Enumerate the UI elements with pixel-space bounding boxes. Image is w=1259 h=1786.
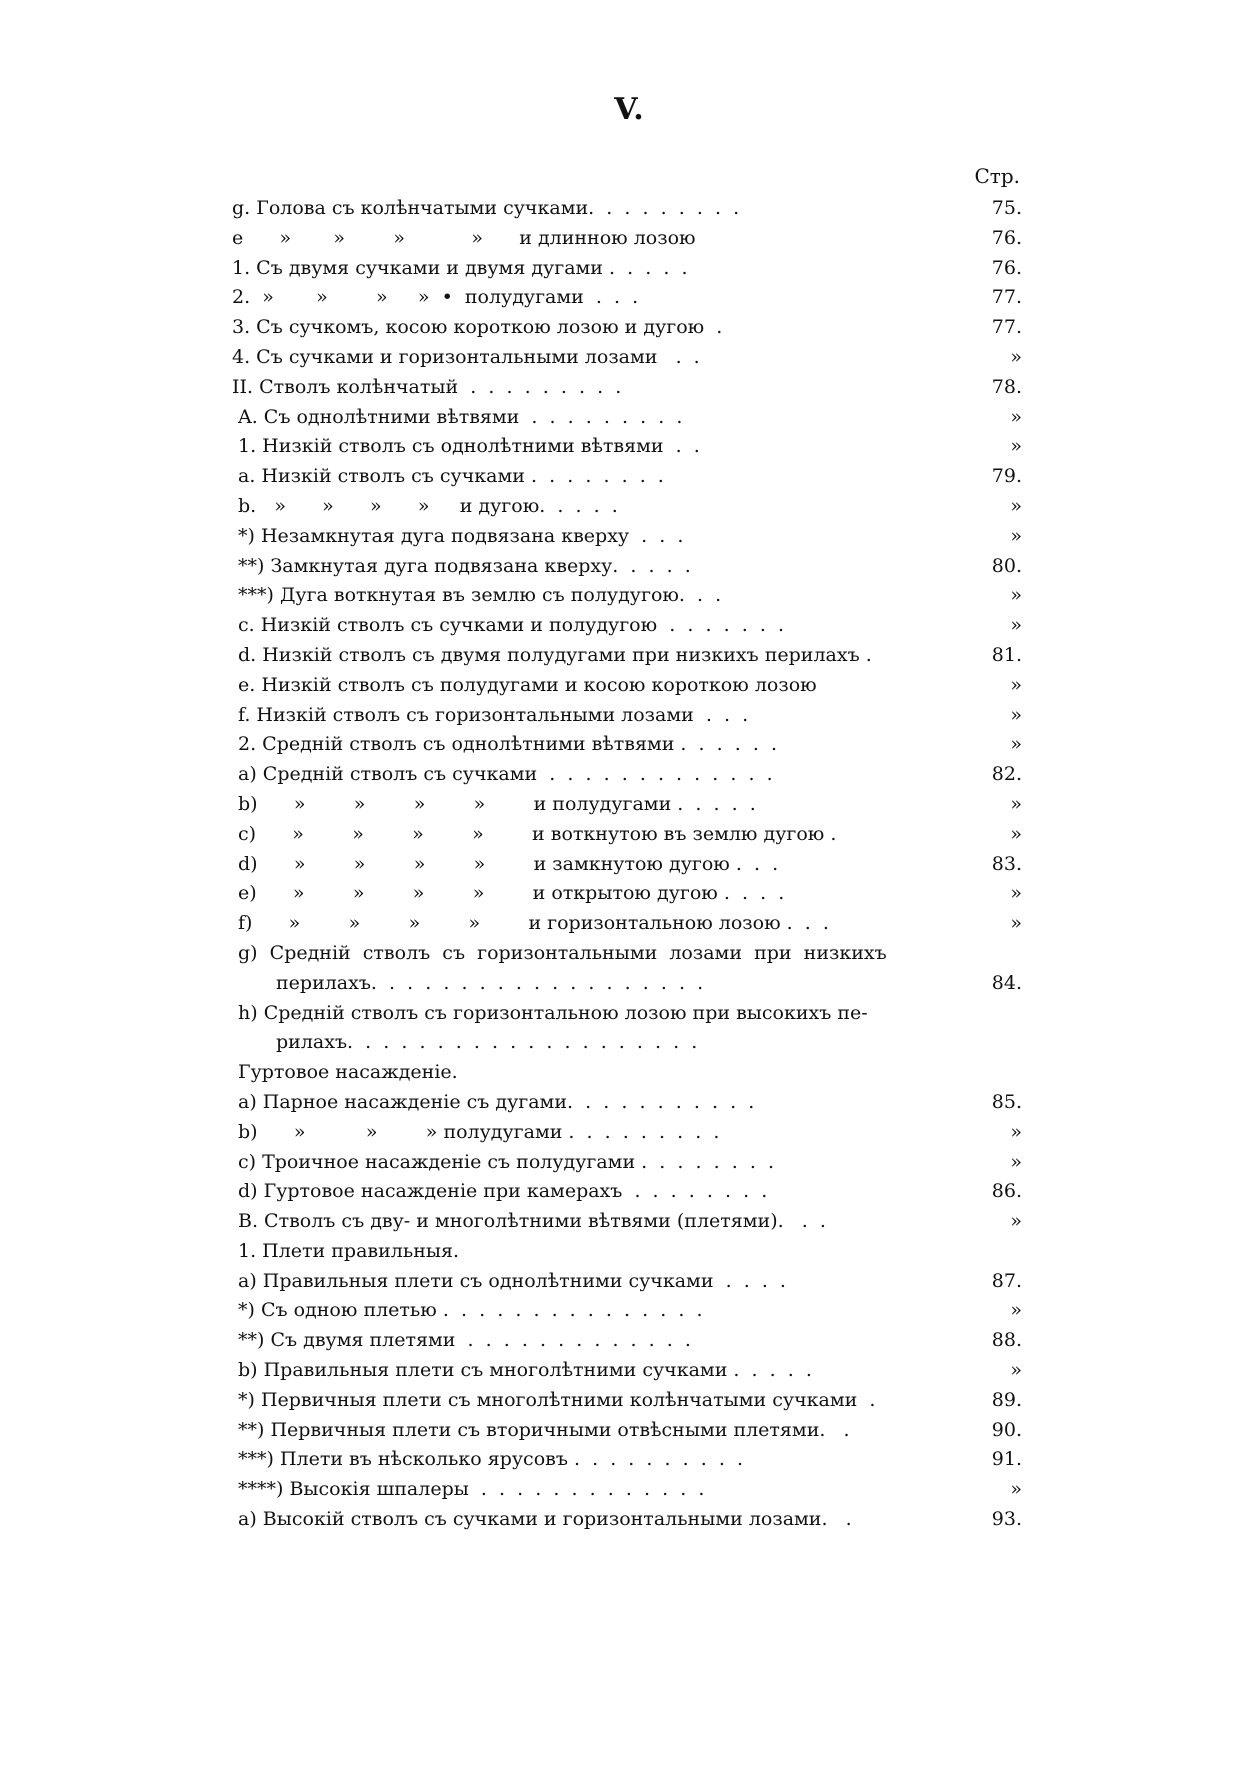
toc-entry-page: 79. [991,465,1022,488]
toc-entry [232,701,1022,731]
toc-entry-page: » [1010,1359,1022,1382]
toc-entry-title: 1. Плети правильныя. [238,1239,460,1262]
toc-entry [232,403,1022,433]
toc-entry-page: » [1010,405,1022,428]
toc-entry-title: f) » » » » и горизонтальною лозою . . . [238,912,829,935]
toc-entry [232,879,1022,909]
toc-entry [232,939,1022,969]
toc-entry-title: e » » » » и длинною лозою [232,226,696,249]
toc-entry-title: *) Незамкнутая дуга подвязана кверху . . . [238,524,684,547]
toc-entry-page: 77. [991,316,1022,339]
toc-entry [232,1177,1022,1207]
toc-entry [232,552,1022,582]
toc-entry [232,790,1022,820]
toc-entry-page: » [1010,1150,1022,1173]
toc-entry-title: g. Голова съ колѣнчатыми сучками. . . . . . . . . [232,197,740,219]
toc-entry-title: 2. Средній стволъ съ однолѣтними вѣтвями . . . . . . [238,733,778,756]
table-of-contents [232,194,1022,1535]
toc-entry-page: » [1010,345,1022,368]
toc-entry [232,194,1022,224]
toc-entry-page: 86. [991,1180,1022,1203]
toc-entry-title: a) Правильныя плети съ однолѣтними сучками . . . . [238,1269,786,1292]
toc-entry [232,850,1022,880]
toc-entry-page: 91. [991,1448,1022,1471]
toc-entry-title: A. Съ однолѣтними вѣтвями . . . . . . . . . [238,405,683,428]
toc-entry [232,1386,1022,1416]
toc-entry-page: 82. [991,763,1022,786]
toc-entry-title: f. Низкій стволъ съ горизонтальными лозами . . . [238,703,749,726]
toc-entry-title: 2. » » » » • полудугами . . . [232,286,639,309]
toc-entry-title: ***) Дуга воткнутая въ землю съ полудугою. . . [238,584,722,607]
toc-entry [232,641,1022,671]
toc-entry-page: » [1010,703,1022,726]
toc-entry-page: » [1010,435,1022,458]
toc-entry [232,1118,1022,1148]
toc-entry-title: ***) Плети въ нѣсколько ярусовъ . . . . . . . . . . [238,1448,744,1471]
toc-entry [232,313,1022,343]
toc-entry [232,1296,1022,1326]
toc-entry-title: g) Средній стволъ съ горизонтальными лозами при низкихъ [238,941,887,964]
toc-entry-page: 80. [991,554,1022,577]
toc-entry-title: **) Съ двумя плетями . . . . . . . . . . . . . [238,1329,691,1352]
toc-entry-page: » [1010,673,1022,696]
toc-entry-page: » [1010,494,1022,517]
toc-entry [232,1207,1022,1237]
toc-entry-title: a) Средній стволъ съ сучками . . . . . . . . . . . . . [238,763,773,786]
toc-entry [232,1475,1022,1505]
toc-entry [232,1445,1022,1475]
toc-entry [232,1088,1022,1118]
toc-entry [232,1058,1022,1088]
toc-entry-title: Гуртовое насажденіе. [238,1061,458,1084]
toc-entry-title: II. Стволъ колѣнчатый . . . . . . . . . [232,375,622,398]
toc-entry-title: e) » » » » и открытою дугою . . . . [238,882,785,905]
toc-entry-title: b. » » » » и дугою. . . . . [238,494,618,517]
toc-entry-title: e. Низкій стволъ съ полудугами и косою короткою лозою [238,673,817,696]
toc-entry-title: b) Правильныя плети съ многолѣтними сучками . . . . . [238,1359,812,1382]
toc-entry-title: a. Низкій стволъ съ сучками . . . . . . . . [238,465,664,488]
toc-entry-title: 3. Съ сучкомъ, косою короткою лозою и дугою . [232,316,723,339]
toc-entry-page: » [1010,1120,1022,1143]
toc-entry [232,760,1022,790]
toc-entry-page: 83. [991,852,1022,875]
toc-entry-title: рилахъ. . . . . . . . . . . . . . . . . . . . [276,1031,698,1054]
toc-entry-title: h) Средній стволъ съ горизонтальною лозою при высокихъ пе- [238,1001,868,1024]
toc-entry-page: 85. [991,1090,1022,1113]
toc-entry-page: 78. [991,375,1022,398]
toc-entry [232,969,1022,999]
toc-entry-title: 1. Съ двумя сучками и двумя дугами . . . . . [232,256,688,279]
toc-entry-title: b) » » » полудугами . . . . . . . . . [238,1120,720,1143]
toc-entry [232,1326,1022,1356]
toc-entry [232,1148,1022,1178]
toc-entry [232,1356,1022,1386]
toc-entry-page: » [1010,524,1022,547]
toc-entry [232,492,1022,522]
toc-entry-page: 90. [991,1418,1022,1441]
toc-entry [232,254,1022,284]
toc-entry-page: » [1010,792,1022,815]
toc-entry [232,1028,1022,1058]
toc-entry-page: » [1010,1299,1022,1322]
toc-entry [232,1505,1022,1535]
toc-entry-page: » [1010,1210,1022,1233]
toc-entry [232,909,1022,939]
toc-entry-page: 84. [991,971,1022,994]
toc-entry [232,1416,1022,1446]
toc-entry-title: **) Первичныя плети съ вторичными отвѣсными плетями. . [238,1418,850,1441]
toc-entry-page: » [1010,584,1022,607]
toc-entry-title: d. Низкій стволъ съ двумя полудугами при низкихъ перилахъ . [238,643,872,666]
toc-entry-page: 89. [991,1388,1022,1411]
toc-entry [232,343,1022,373]
toc-entry [232,611,1022,641]
toc-entry-page: » [1010,912,1022,935]
toc-entry-title: перилахъ. . . . . . . . . . . . . . . . . . . [276,971,704,994]
toc-entry-title: **) Замкнутая дуга подвязана кверху. . . . . [238,554,691,577]
toc-entry-title: d) » » » » и замкнутою дугою . . . [238,852,779,875]
toc-entry-title: c) » » » » и воткнутою въ землю дугою . [238,822,837,845]
page-number: V. [614,92,645,127]
toc-entry [232,1267,1022,1297]
toc-entry [232,730,1022,760]
toc-entry-page: 77. [991,286,1022,309]
toc-entry [232,671,1022,701]
toc-entry-title: d) Гуртовое насажденіе при камерахъ . . . . . . . . [238,1180,768,1203]
toc-entry-page: 81. [991,643,1022,666]
toc-entry [232,224,1022,254]
toc-entry [232,581,1022,611]
toc-entry-page: » [1010,882,1022,905]
toc-entry-title: *) Первичныя плети съ многолѣтними колѣнчатыми сучками . [238,1388,876,1411]
toc-entry-page: » [1010,614,1022,637]
toc-entry [232,522,1022,552]
toc-entry-title: c) Троичное насажденіе съ полудугами . . . . . . . . [238,1150,775,1173]
toc-entry [232,462,1022,492]
toc-entry-title: 4. Съ сучками и горизонтальными лозами . . [232,345,700,368]
toc-entry-page: 75. [991,197,1022,219]
toc-entry [232,999,1022,1029]
toc-entry-page: » [1010,822,1022,845]
toc-entry-title: B. Стволъ съ дву- и многолѣтними вѣтвями (плетями). . . [238,1210,826,1233]
toc-entry-title: b) » » » » и полудугами . . . . . [238,792,756,815]
toc-entry-title: ****) Высокія шпалеры . . . . . . . . . . . . . [238,1478,705,1501]
toc-entry-page: 76. [991,256,1022,279]
toc-entry-title: 1. Низкій стволъ съ однолѣтними вѣтвями . . [238,435,700,458]
toc-entry-page: 87. [991,1269,1022,1292]
toc-entry-page: 88. [991,1329,1022,1352]
toc-entry-title: a) Парное насажденіе съ дугами. . . . . . . . . . . [238,1090,755,1113]
toc-entry-page: 76. [991,226,1022,249]
toc-entry-page: » [1010,1478,1022,1501]
toc-entry [232,373,1022,403]
toc-entry [232,1237,1022,1267]
toc-entry [232,283,1022,313]
toc-entry-title: a) Высокій стволъ съ сучками и горизонтальными лозами. . [238,1508,852,1531]
toc-entry-title: c. Низкій стволъ съ сучками и полудугою . . . . . . . [238,614,784,637]
page-column-header: Стр. [974,164,1020,188]
toc-entry-page: » [1010,733,1022,756]
toc-entry-page: 93. [991,1508,1022,1531]
toc-entry-title: *) Съ одною плетью . . . . . . . . . . . . . . . [238,1299,703,1322]
toc-entry [232,820,1022,850]
toc-entry [232,432,1022,462]
